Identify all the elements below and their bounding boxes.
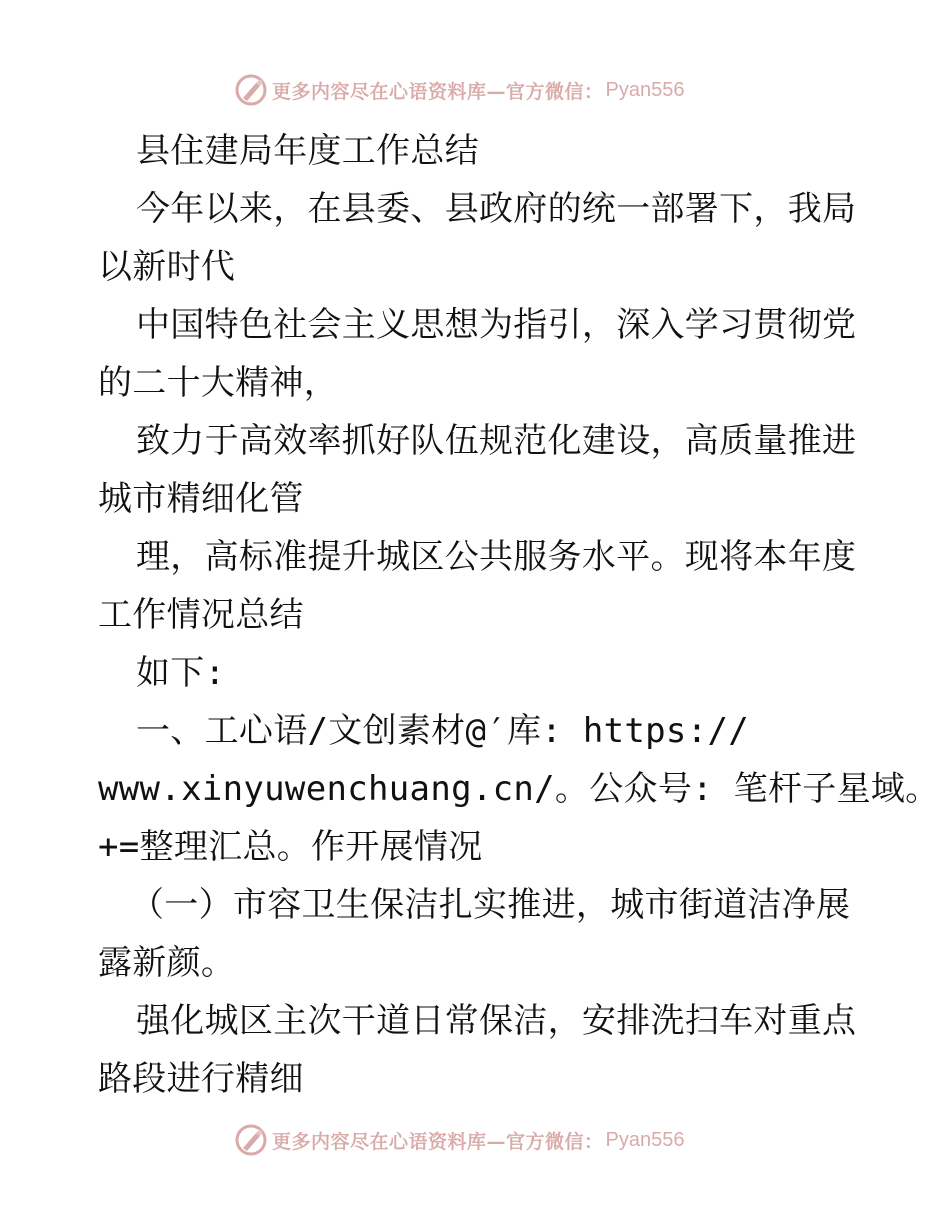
watermark-text: 更多内容尽在心语资料库—官方微信： xyxy=(272,1130,604,1153)
paragraph-line: 强化城区主次干道日常保洁，安排洗扫车对重点 xyxy=(136,1001,857,1041)
subsection-heading-line: 露新颜。 xyxy=(98,943,236,983)
paragraph-line: 工作情况总结 xyxy=(98,595,304,635)
paragraph-line: 今年以来，在县委、县政府的统一部署下，我局 xyxy=(136,189,857,229)
paragraph-line: 致力于高效率抓好队伍规范化建设，高质量推进 xyxy=(136,421,857,461)
section-heading-line: +=整理汇总。作开展情况 xyxy=(98,827,483,867)
paragraph-line: 路段进行精细 xyxy=(98,1059,304,1099)
document-body xyxy=(98,122,940,1108)
paragraph-line: 中国特色社会主义思想为指引，深入学习贯彻党 xyxy=(136,305,857,345)
subsection-heading-line: （一）市容卫生保洁扎实推进，城市街道洁净展 xyxy=(130,885,851,925)
footer-watermark xyxy=(234,1122,684,1158)
pen-logo-icon xyxy=(234,1123,268,1157)
watermark-text: 更多内容尽在心语资料库—官方微信： xyxy=(272,80,604,103)
pen-logo-icon xyxy=(234,73,268,107)
paragraph-line: 城市精细化管 xyxy=(98,479,304,519)
header-watermark xyxy=(234,72,684,108)
paragraph-line: 理，高标准提升城区公共服务水平。现将本年度 xyxy=(136,537,857,577)
paragraph-line: 如下: xyxy=(136,653,226,693)
document-title: 县住建局年度工作总结 xyxy=(136,131,479,171)
watermark-wechat-id: Pyan556 xyxy=(605,1128,685,1151)
watermark-wechat-id: Pyan556 xyxy=(605,78,685,101)
paragraph-line: 以新时代 xyxy=(98,247,236,287)
url-line: www.xinyuwenchuang.cn/。公众号: 笔杆子星域。 xyxy=(98,769,940,809)
section-heading-line: 一、工心语/文创素材@′库: https:// xyxy=(136,711,750,751)
paragraph-line: 的二十大精神， xyxy=(98,363,339,403)
